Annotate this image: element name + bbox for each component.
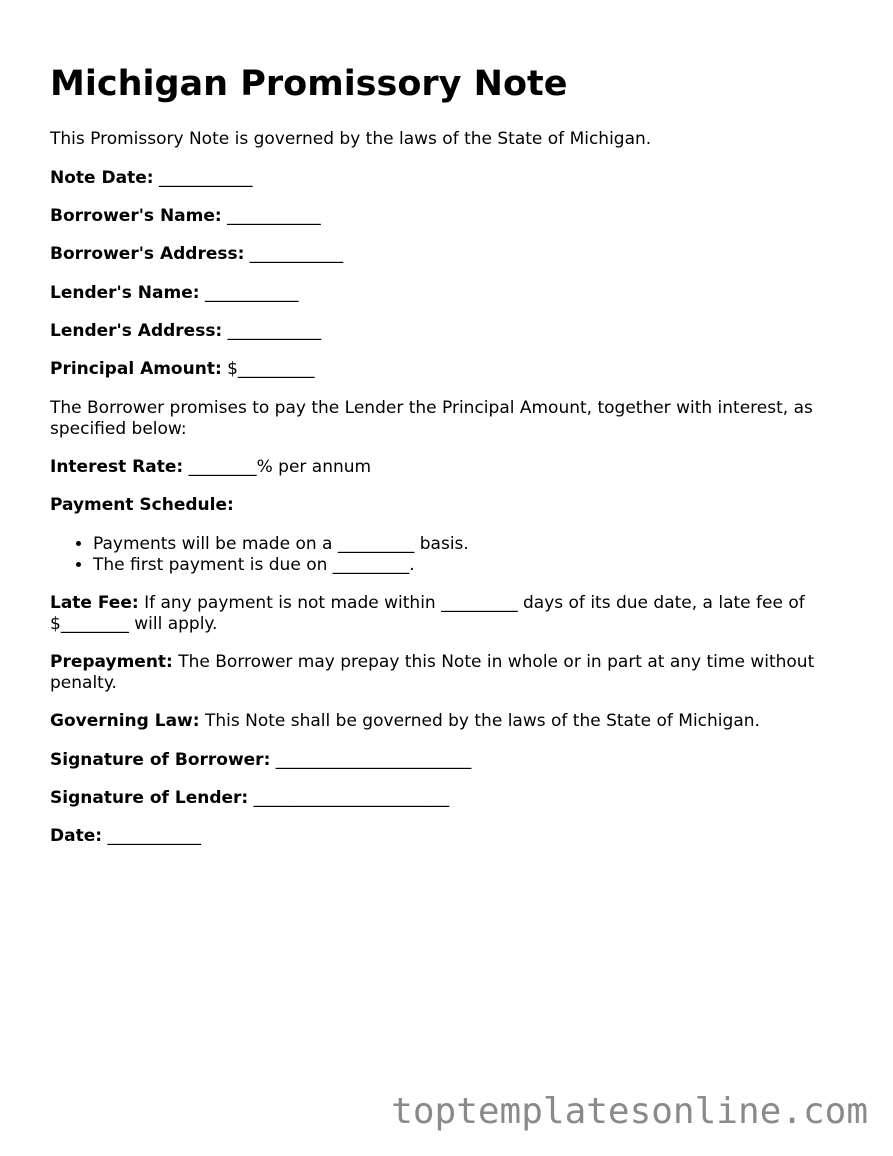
interest-rate-blank: ________% per annum — [188, 457, 372, 477]
borrower-address-field — [50, 244, 343, 265]
borrower-signature-field — [50, 750, 471, 771]
interest-rate-label: Interest Rate: — [50, 457, 184, 477]
signature-date-field — [50, 826, 201, 847]
late-fee-label: Late Fee: — [50, 593, 139, 613]
prepayment-paragraph — [50, 652, 850, 694]
borrower-signature-blank: _______________________ — [275, 750, 472, 770]
borrower-name-blank: ___________ — [227, 206, 321, 226]
lender-address-blank: ___________ — [227, 321, 322, 341]
promise-paragraph: The Borrower promises to pay the Lender the Principal Amount, together with interest, as specified below: — [50, 398, 813, 439]
principal-amount-label: Principal Amount: — [50, 359, 222, 379]
lender-signature-blank: _______________________ — [253, 788, 450, 808]
late-fee-paragraph — [50, 593, 850, 635]
lender-name-field — [50, 283, 298, 304]
payment-schedule-heading: Payment Schedule: — [50, 495, 234, 515]
interest-rate-field — [50, 457, 371, 478]
list-item: • Payments will be made on a _________ basis. — [93, 534, 469, 555]
governing-law-label: Governing Law: — [50, 711, 200, 731]
lender-name-label: Lender's Name: — [50, 283, 200, 303]
borrower-signature-label: Signature of Borrower: — [50, 750, 271, 770]
signature-date-blank: ___________ — [107, 826, 201, 846]
signature-date-label: Date: — [50, 826, 103, 846]
prepayment-label: Prepayment: — [50, 652, 173, 672]
page-title: Michigan Promissory Note — [50, 64, 568, 104]
lender-signature-label: Signature of Lender: — [50, 788, 249, 808]
governing-law-paragraph — [50, 711, 760, 732]
borrower-name-field — [50, 206, 321, 227]
lender-signature-field — [50, 788, 449, 809]
borrower-address-blank: ___________ — [249, 244, 344, 264]
principal-amount-blank: $_________ — [227, 359, 315, 379]
intro-text: This Promissory Note is governed by the laws of the State of Michigan. — [50, 129, 652, 149]
lender-address-field — [50, 321, 321, 342]
payment-schedule-list — [50, 534, 469, 576]
governing-law-text: This Note shall be governed by the laws of the State of Michigan. — [204, 711, 760, 731]
borrower-name-label: Borrower's Name: — [50, 206, 222, 226]
note-date-blank: ___________ — [158, 168, 253, 188]
borrower-address-label: Borrower's Address: — [50, 244, 245, 264]
list-item: • The first payment is due on _________. — [93, 555, 469, 576]
prepayment-text: The Borrower may prepay this Note in whole or in part at any time without penalty. — [50, 652, 815, 693]
note-date-label: Note Date: — [50, 168, 154, 188]
late-fee-text: If any payment is not made within _________ days of its due date, a late fee of $________ will apply. — [50, 593, 805, 634]
lender-address-label: Lender's Address: — [50, 321, 223, 341]
principal-amount-field — [50, 359, 314, 380]
watermark: toptemplatesonline.com — [391, 1091, 868, 1132]
lender-name-blank: ___________ — [204, 283, 299, 303]
note-date-field — [50, 168, 252, 189]
